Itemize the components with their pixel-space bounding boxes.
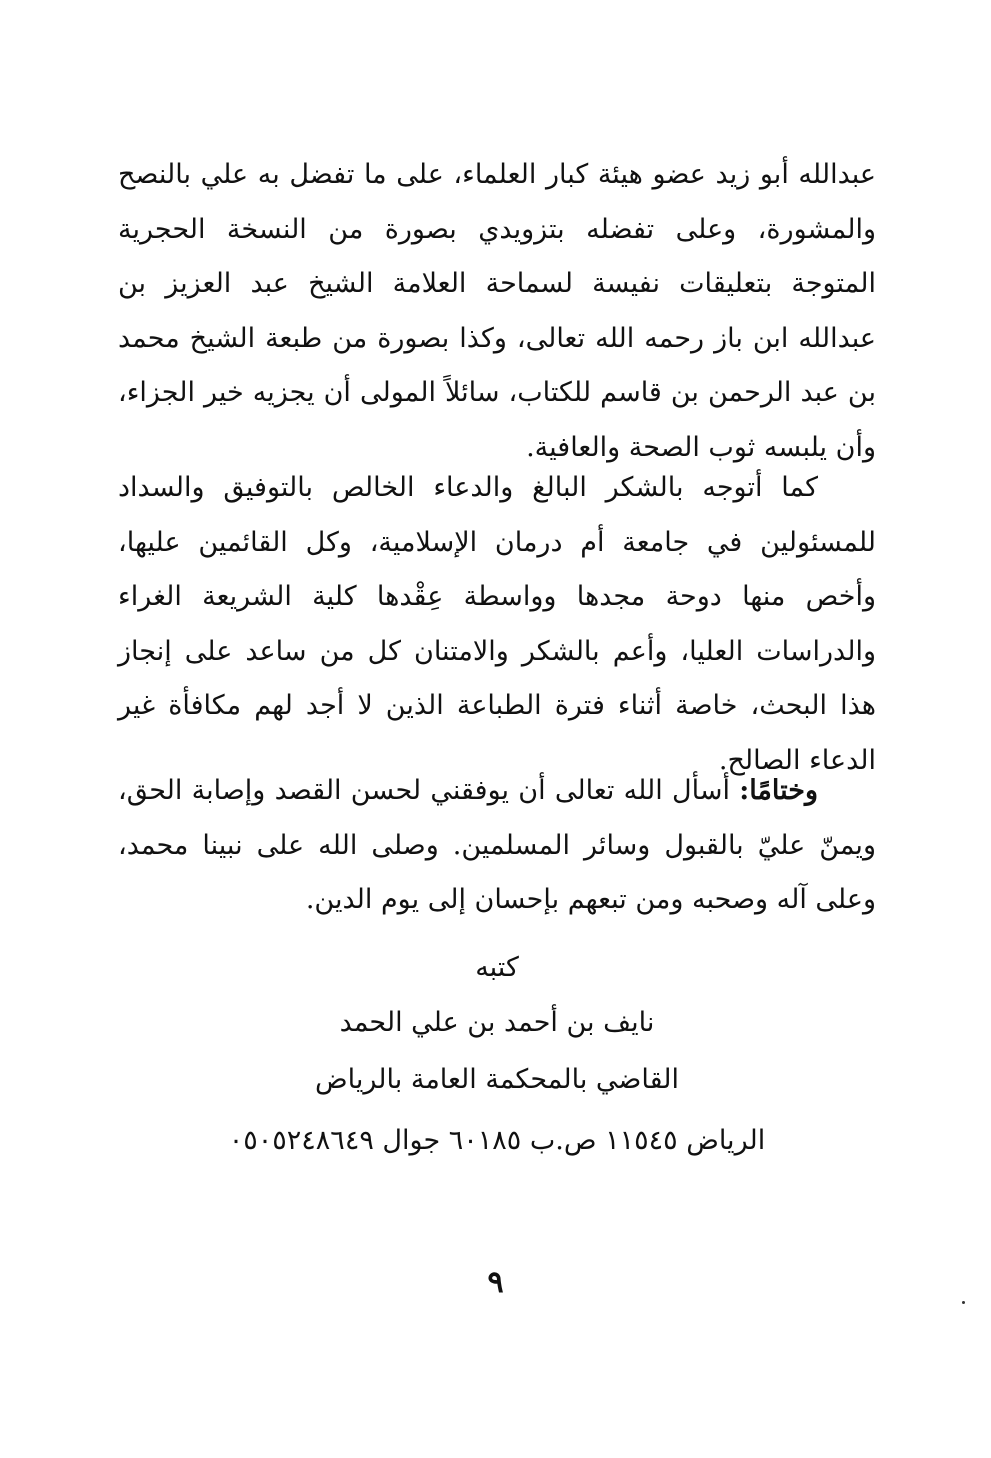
acknowledgement-paragraph-2 <box>118 461 876 788</box>
closing-paragraph <box>118 764 876 928</box>
signature-name: نايف بن أحمد بن علي الحمد <box>339 1007 655 1038</box>
paragraph-text <box>118 764 876 928</box>
closing-lead-word: وختامًا: <box>739 775 818 806</box>
page-number: ٩ <box>487 1265 504 1300</box>
signature-wrote: كتبه <box>475 952 519 983</box>
paragraph-text: كما أتوجه بالشكر البالغ والدعاء الخالص بالتوفيق والسداد للمسئولين في جامعة أم درمان الإسلامية، وكل القائمين عليها، وأخص منها دوحة مجدها وواسطة عِقْدها كلية الشريعة الغراء والدراسات العليا، وأعم بالشكر والامتنان كل من ساعد على إنجاز هذا البحث، خاصة أثناء فترة الطباعة الذين لا أجد لهم مكافأة غير الدعاء الصالح. <box>118 472 876 776</box>
acknowledgement-paragraph-1 <box>118 148 876 475</box>
closing-body-text: أسأل الله تعالى أن يوفقني لحسن القصد وإصابة الحق، ويمنّ عليّ بالقبول وسائر المسلمين. وصلى الله على نبينا محمد، وعلى آله وصحبه ومن تبعهم بإحسان إلى يوم الدين. <box>118 775 876 915</box>
signature-position: القاضي بالمحكمة العامة بالرياض <box>315 1064 679 1095</box>
scan-speck <box>962 1301 965 1304</box>
signature-contact: الرياض ١١٥٤٥ ص.ب ٦٠١٨٥ جوال ٠٥٠٥٢٤٨٦٤٩ <box>228 1125 766 1156</box>
paragraph-text: عبدالله أبو زيد عضو هيئة كبار العلماء، على ما تفضل به علي بالنصح والمشورة، وعلى تفضله بتزويدي بصورة من النسخة الحجرية المتوجة بتعليقات نفيسة لسماحة العلامة الشيخ عبد العزيز بن عبدالله ابن باز رحمه الله تعالى، وكذا بصورة من طبعة الشيخ محمد بن عبد الرحمن بن قاسم للكتاب، سائلاً المولى أن يجزيه خير الجزاء، وأن يلبسه ثوب الصحة والعافية. <box>118 159 876 463</box>
